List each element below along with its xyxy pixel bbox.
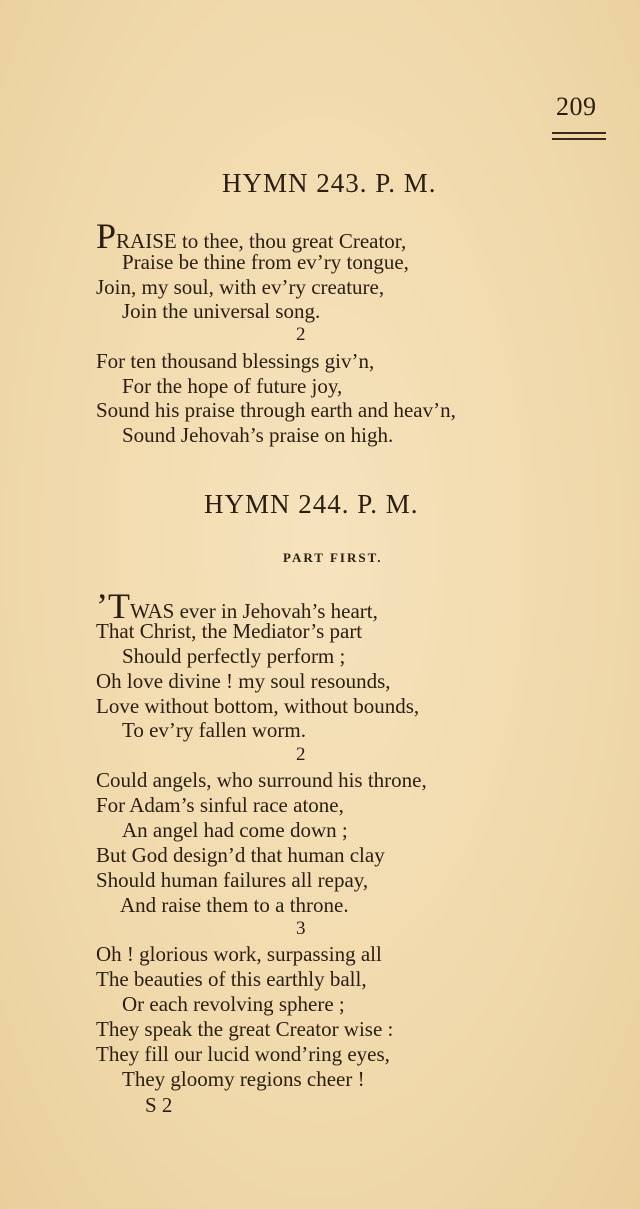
hymn-244-line-13: Oh ! glorious work, surpassing all	[96, 942, 382, 966]
dropcap: P	[96, 216, 117, 256]
hymn-244-line-17: They fill our lucid wond’ring eyes,	[96, 1042, 390, 1066]
hymn-243-line-5: For ten thousand blessings giv’n,	[96, 349, 375, 373]
header-rule	[552, 132, 606, 134]
hymn-244-line-10: But God design’d that human clay	[96, 843, 385, 867]
hymn-243-line-8: Sound Jehovah’s praise on high.	[122, 423, 394, 447]
hymn-244-line-18: They gloomy regions cheer !	[122, 1067, 365, 1091]
hymn-244-line-1: ’TWAS ever in Jehovah’s heart,	[96, 586, 378, 626]
hymn-244-line-7: Could angels, who surround his throne,	[96, 768, 427, 792]
header-rule	[552, 138, 606, 140]
hymn-244-line-6: To ev’ry fallen worm.	[122, 718, 306, 742]
hymn-244-line-16: They speak the great Creator wise :	[96, 1017, 394, 1041]
hymn-244-line-8: For Adam’s sinful race atone,	[96, 793, 344, 817]
hymn-243-line-7: Sound his praise through earth and heav’n,	[96, 398, 456, 422]
hymn-244-line-9: An angel had come down ;	[122, 818, 348, 842]
signature-mark: S 2	[145, 1093, 173, 1117]
dropcap: T	[108, 586, 130, 626]
hymn-244-line-14: The beauties of this earthly ball,	[96, 967, 367, 991]
stanza-number: 2	[296, 744, 306, 765]
stanza-number: 3	[296, 918, 306, 939]
part-heading: PART FIRST.	[283, 550, 383, 565]
hymn-244-line-11: Should human failures all repay,	[96, 868, 369, 892]
stanza-number: 2	[296, 324, 306, 345]
hymn-244-line-2: That Christ, the Mediator’s part	[96, 619, 363, 643]
hymn-243-line-4: Join the universal song.	[122, 299, 321, 323]
hymn-244-line-15: Or each revolving sphere ;	[122, 992, 345, 1016]
hymn-244-line-12: And raise them to a throne.	[120, 893, 349, 917]
hymn-243-line-6: For the hope of future joy,	[122, 374, 343, 398]
hymn-244-line-3: Should perfectly perform ;	[122, 644, 346, 668]
page-number: 209	[556, 92, 597, 121]
hymn-244-title: HYMN 244. P. M.	[204, 489, 419, 519]
hymn-244-line-5: Love without bottom, without bounds,	[96, 694, 420, 718]
hymn-244-line-4: Oh love divine ! my soul resounds,	[96, 669, 391, 693]
hymn-243-title: HYMN 243. P. M.	[222, 168, 437, 198]
hymn-243-line-1: PRAISE to thee, thou great Creator,	[96, 216, 407, 256]
hymn-243-line-2: Praise be thine from ev’ry tongue,	[122, 250, 409, 274]
hymn-243-line-3: Join, my soul, with ev’ry creature,	[96, 275, 385, 299]
